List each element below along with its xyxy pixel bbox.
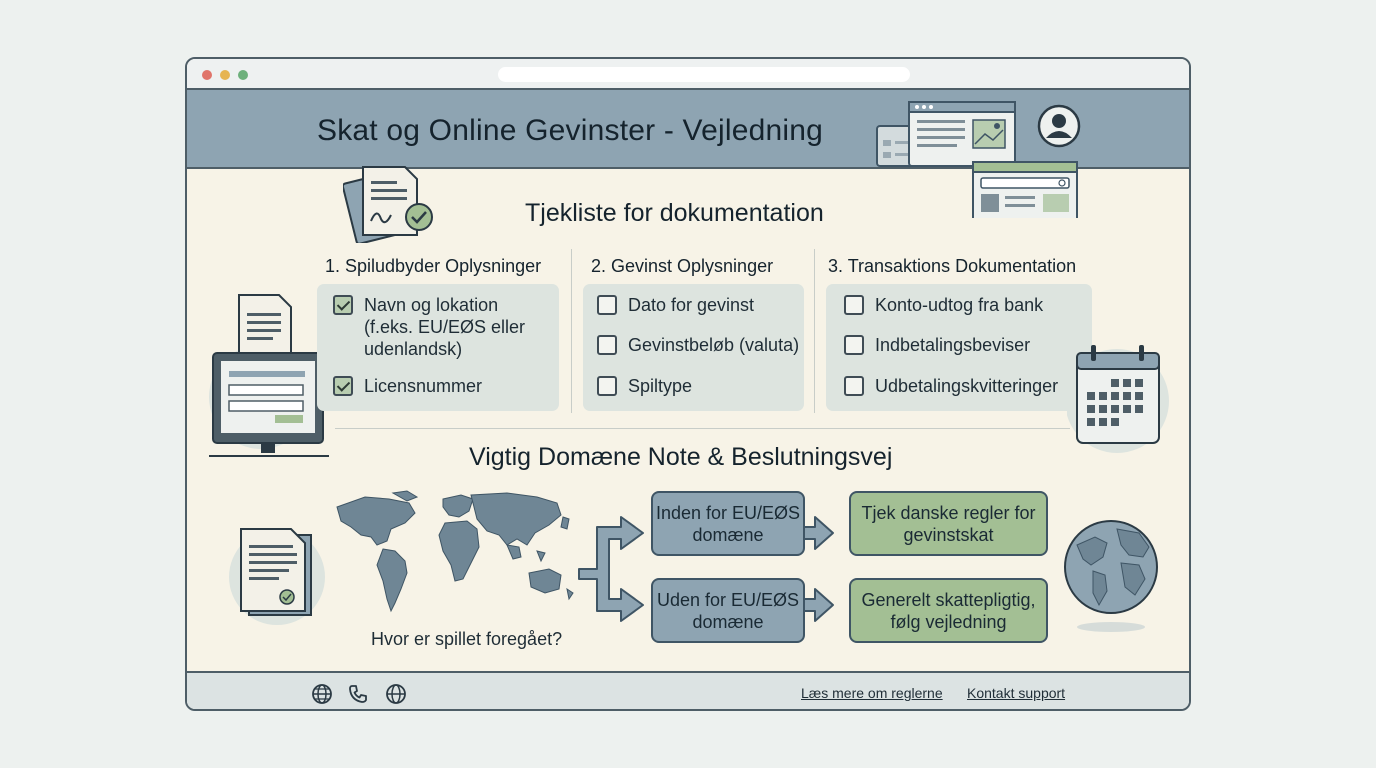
globe-icon[interactable] <box>311 683 333 705</box>
column-title-winnings: 2. Gevinst Oplysninger <box>591 256 774 276</box>
check-item-amount[interactable] <box>597 334 799 356</box>
winnings-checklist-box <box>583 284 804 411</box>
page-header <box>187 90 1189 169</box>
check-item-date[interactable] <box>597 294 754 316</box>
check-label: Udbetalingskvitteringer <box>875 376 1059 396</box>
browser-window <box>185 57 1191 711</box>
column-divider <box>571 249 572 413</box>
address-bar[interactable] <box>498 67 910 82</box>
checkbox-date[interactable] <box>597 295 617 315</box>
page-footer <box>187 671 1189 711</box>
globe-icon[interactable] <box>385 683 407 705</box>
inside-eu-box[interactable]: Inden for EU/EØS domæne <box>651 491 805 556</box>
title-bar <box>187 59 1189 90</box>
column-title-provider: 1. Spiludbyder Oplysninger <box>325 256 542 276</box>
outside-eu-box[interactable]: Uden for EU/EØS domæne <box>651 578 805 643</box>
user-avatar-icon[interactable] <box>1037 104 1081 148</box>
checkbox-deposits[interactable] <box>844 335 864 355</box>
checkbox-game-type[interactable] <box>597 376 617 396</box>
page-title: Skat og Online Gevinster - Vejledning <box>317 114 824 147</box>
check-label: Spiltype <box>628 376 693 396</box>
check-label: Indbetalingsbeviser <box>875 335 1031 355</box>
checkbox-payouts[interactable] <box>844 376 864 396</box>
decision-question: Hvor er spillet foregået? <box>371 629 563 649</box>
check-label: Navn og lokation (f.eks. EU/EØS eller udenlandsk) <box>364 295 526 359</box>
check-label: Konto-udtog fra bank <box>875 295 1044 315</box>
computer-form-illustration-icon <box>203 291 333 463</box>
check-item-provider-name[interactable] <box>333 294 549 360</box>
read-rules-link[interactable]: Læs mere om reglerne <box>801 685 943 701</box>
globe-illustration-icon <box>1059 515 1163 635</box>
world-map-icon <box>331 489 591 629</box>
document-check-icon <box>227 519 331 629</box>
minimize-window-button[interactable] <box>220 70 230 80</box>
transactions-checklist-box <box>826 284 1092 411</box>
checkbox-amount[interactable] <box>597 335 617 355</box>
check-label: Licensnummer <box>364 376 483 396</box>
provider-checklist-box <box>317 284 559 411</box>
column-title-transactions: 3. Transaktions Dokumentation <box>828 256 1077 276</box>
section-divider <box>335 428 1070 429</box>
check-item-game-type[interactable] <box>597 375 692 397</box>
check-label: Gevinstbeløb (valuta) <box>628 335 800 355</box>
close-window-button[interactable] <box>202 70 212 80</box>
outside-eu-result-box[interactable]: Generelt skattepligtig, følg vejledning <box>849 578 1048 643</box>
check-item-bank-statement[interactable] <box>844 294 1043 316</box>
checkbox-license[interactable] <box>333 376 353 396</box>
check-item-deposits[interactable] <box>844 334 1030 356</box>
check-item-license[interactable] <box>333 375 549 397</box>
column-divider <box>814 249 815 413</box>
checklist-title: Tjekliste for dokumentation <box>525 199 824 227</box>
maximize-window-button[interactable] <box>238 70 248 80</box>
check-item-payouts[interactable] <box>844 375 1058 397</box>
contact-support-link[interactable]: Kontakt support <box>967 685 1066 701</box>
phone-icon[interactable] <box>347 683 369 705</box>
decision-title: Vigtig Domæne Note & Beslutningsvej <box>469 443 893 471</box>
inside-eu-result-box[interactable]: Tjek danske regler for gevinstskat <box>849 491 1048 556</box>
calendar-icon <box>1067 339 1177 457</box>
checkbox-bank-statement[interactable] <box>844 295 864 315</box>
check-label: Dato for gevinst <box>628 295 755 315</box>
signed-document-icon <box>343 163 439 243</box>
checkbox-provider-name[interactable] <box>333 295 353 315</box>
